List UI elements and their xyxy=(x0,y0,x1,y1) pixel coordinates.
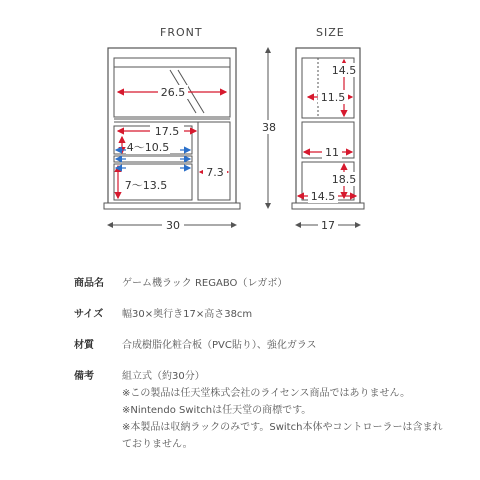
notes-line: ※本製品は収納ラックのみです。Switch本体やコントローラーは含まれ xyxy=(122,422,443,433)
dim-shelf-upper-height: 4〜10.5 xyxy=(126,141,170,154)
spec-label-material: 材質 xyxy=(74,340,94,351)
side-base xyxy=(292,203,364,209)
front-right-compartment xyxy=(198,122,230,200)
spec-value-material: 合成樹脂化粧合板（PVC貼り）、強化ガラス xyxy=(122,340,317,351)
dim-right-compartment-width: 7.3 xyxy=(206,166,224,179)
dim-side-bottom-depth: 14.5 xyxy=(310,190,336,203)
spec-label-size: サイズ xyxy=(74,309,104,320)
size-view-title: SIZE xyxy=(316,26,345,39)
side-view xyxy=(292,48,364,232)
dim-front-width: 30 xyxy=(166,219,180,232)
dim-height: 38 xyxy=(262,121,276,134)
dim-side-top-depth: 11.5 xyxy=(320,91,346,104)
front-view-title: FRONT xyxy=(160,26,203,39)
spec-value-notes xyxy=(122,368,442,453)
height-dimension xyxy=(258,48,280,208)
spec-value-product-name: ゲーム機ラック REGABO（レガボ） xyxy=(122,278,288,289)
front-view xyxy=(104,48,240,232)
dim-side-bottom-height: 18.5 xyxy=(331,173,357,186)
dim-side-top-height: 14.5 xyxy=(331,64,357,77)
front-top-shelf xyxy=(114,58,230,67)
dim-middle-inner-width: 17.5 xyxy=(154,125,180,138)
notes-line: ※この製品は任天堂株式会社のライセンス商品ではありません。 xyxy=(122,388,411,399)
dim-side-middle-depth: 11 xyxy=(325,146,339,159)
front-base xyxy=(104,203,240,209)
notes-line: ※Nintendo Switchは任天堂の商標です。 xyxy=(122,405,312,416)
spec-value-size: 幅30×奥行き17×高さ38cm xyxy=(122,309,253,320)
spec-label-product-name: 商品名 xyxy=(74,278,104,289)
notes-line: ておりません。 xyxy=(122,439,193,450)
spec-label-notes: 備考 xyxy=(74,371,94,382)
notes-line: 組立式（約30分） xyxy=(122,371,205,382)
dim-top-inner-width: 26.5 xyxy=(160,86,186,99)
dim-side-depth: 17 xyxy=(321,219,335,232)
dim-shelf-lower-height: 7〜13.5 xyxy=(124,179,168,192)
